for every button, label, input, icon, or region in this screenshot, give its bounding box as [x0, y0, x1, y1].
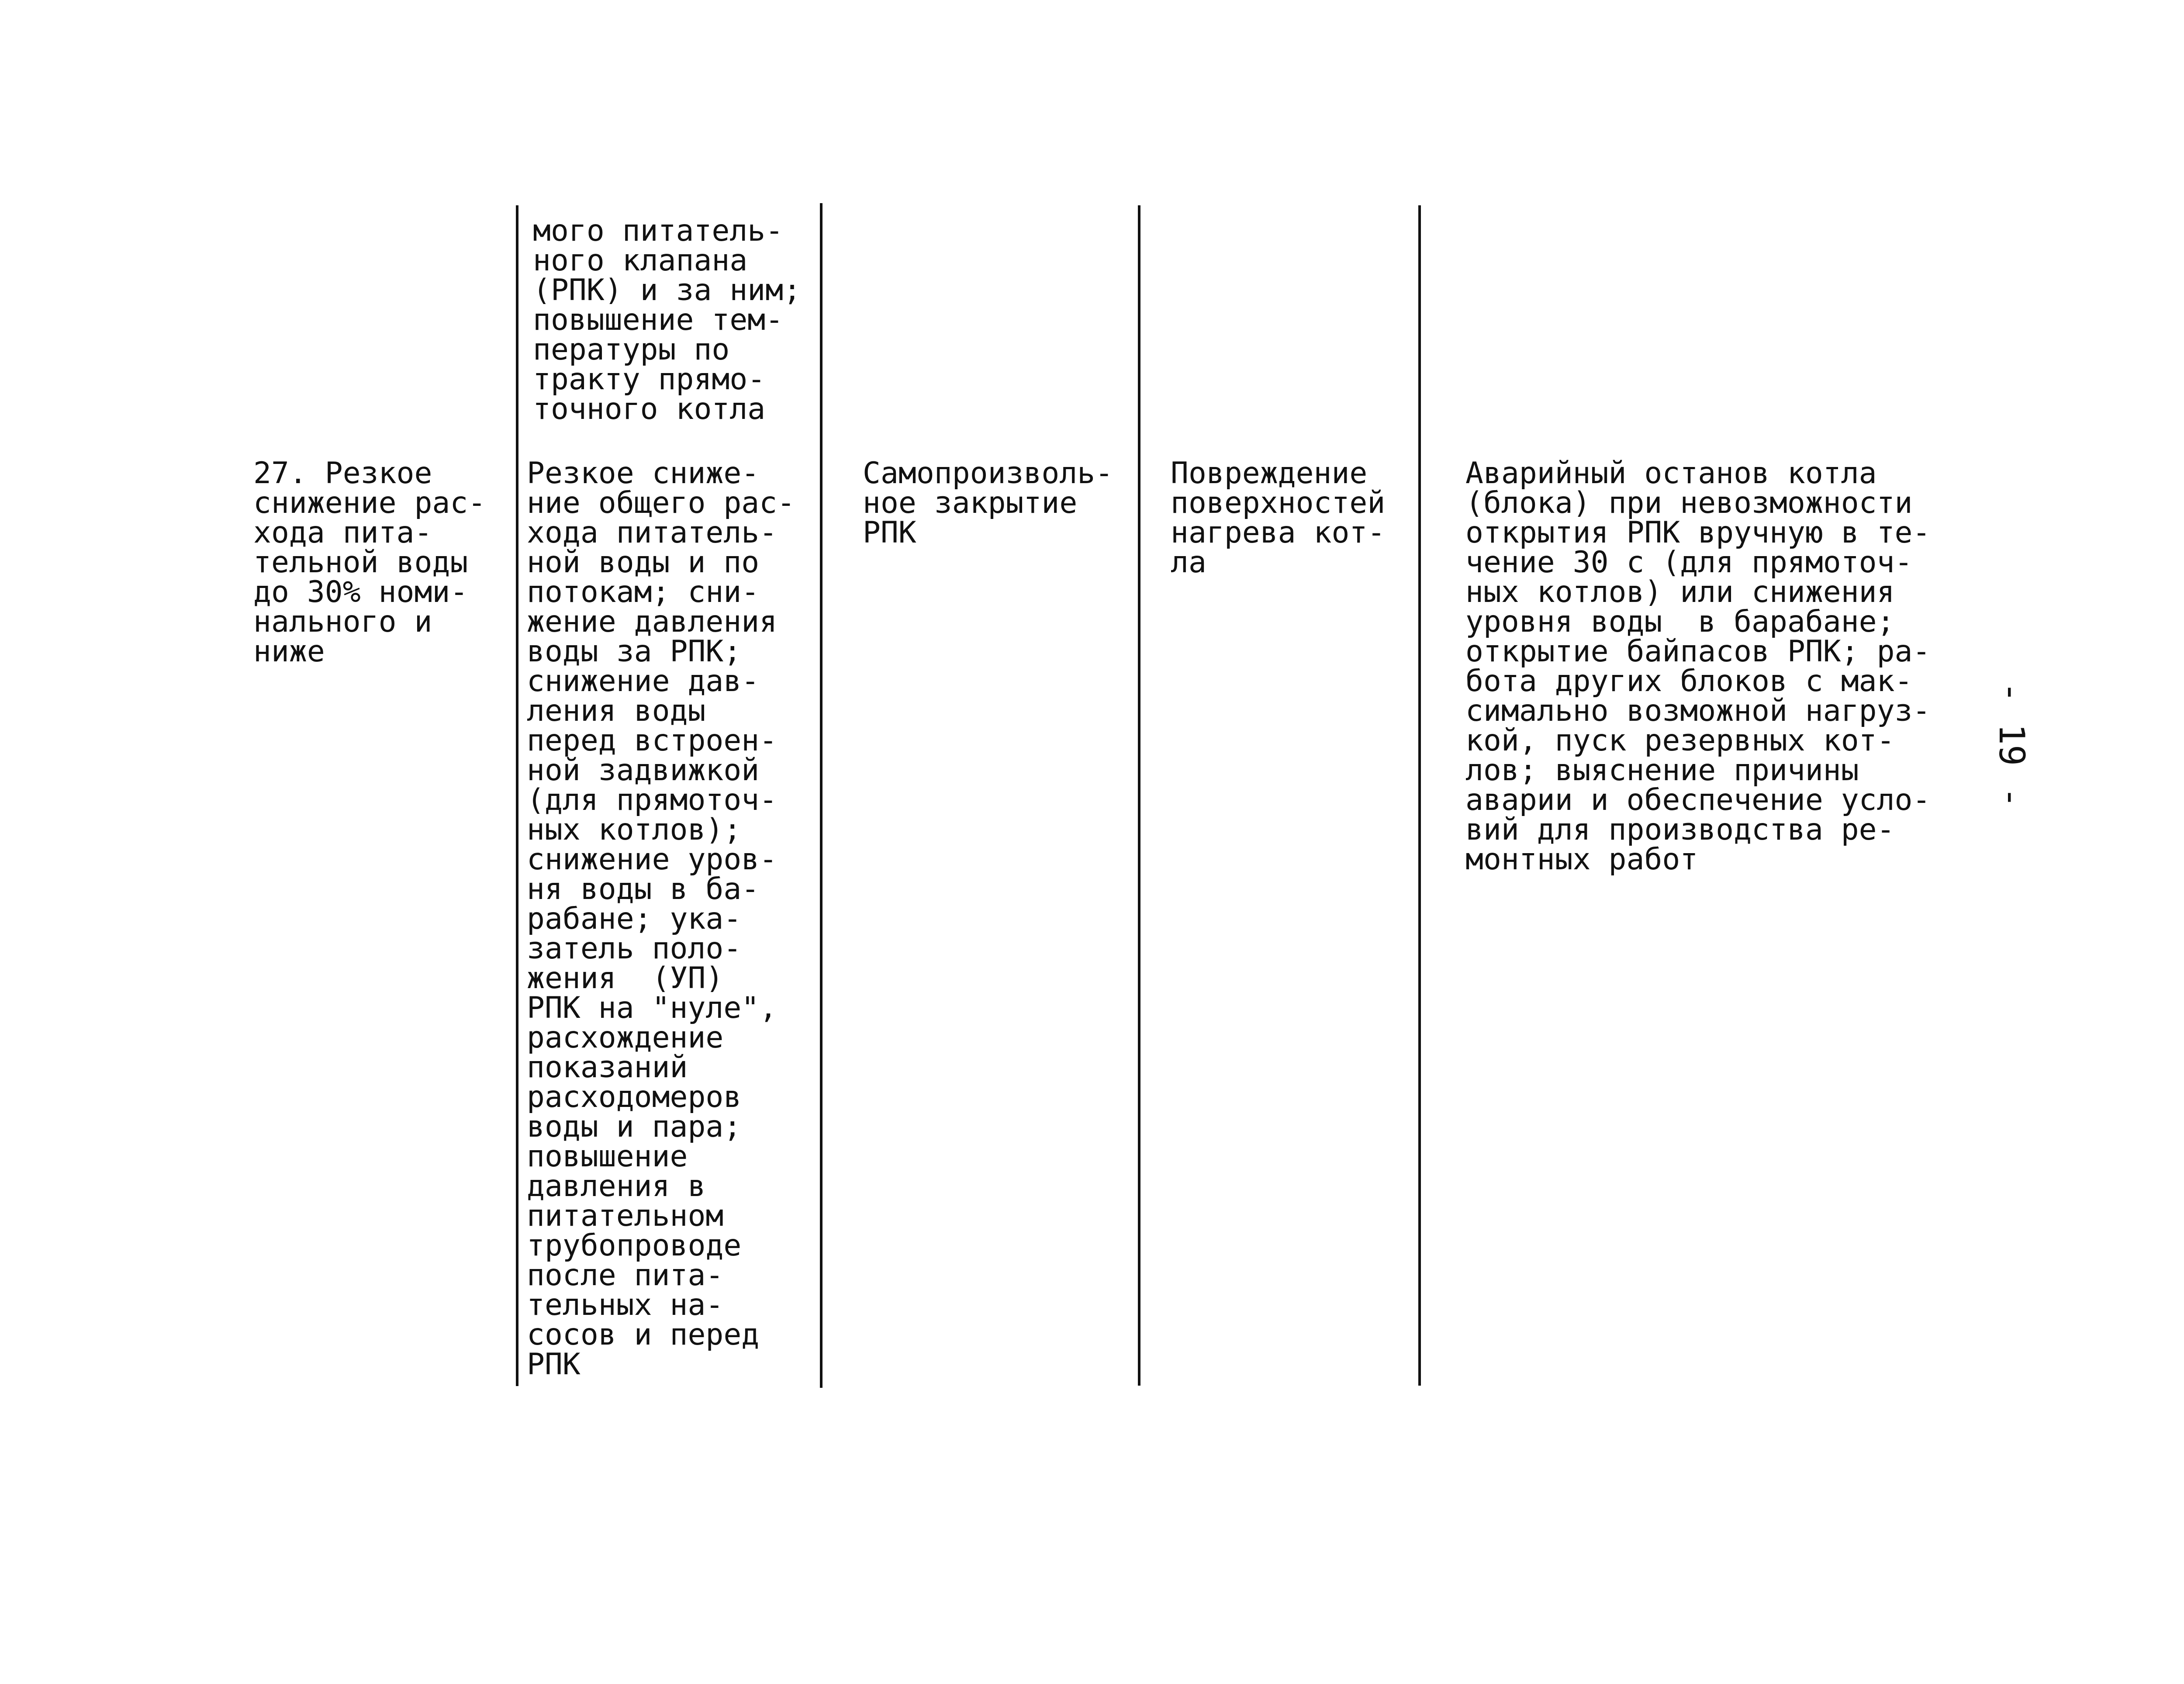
text-line: открытие байпасов РПК; ра- — [1465, 634, 1931, 669]
text-line: ние общего рас- — [527, 486, 795, 520]
text-line: жение давления — [527, 605, 778, 639]
text-line: тельной воды — [253, 545, 468, 580]
text-line: воды и пара; — [527, 1110, 742, 1144]
text-line: ных котлов) или снижения — [1465, 575, 1895, 609]
row-27-cause — [863, 456, 1113, 550]
text-line: РПК — [863, 515, 916, 550]
text-line: расходомеров — [527, 1080, 742, 1114]
text-line: тельных на- — [527, 1288, 724, 1322]
column-rule-1 — [516, 205, 518, 1386]
text-line: монтных работ — [1465, 842, 1698, 877]
text-line: тракту прямо- — [533, 362, 766, 397]
page-number: - 19 - — [1991, 681, 2032, 808]
text-line: повышение тем- — [533, 303, 784, 337]
text-line: хода пита- — [253, 515, 432, 550]
continuation-symptoms — [533, 216, 801, 424]
row-27-event — [253, 456, 486, 669]
text-line: сосов и перед — [527, 1317, 760, 1352]
text-line: ное закрытие — [863, 486, 1078, 520]
text-line: потокам; сни- — [527, 575, 760, 609]
column-rule-4 — [1418, 205, 1421, 1386]
text-line: снижение дав- — [527, 664, 760, 698]
text-line: бота других блоков с мак- — [1465, 664, 1913, 698]
text-line: ня воды в ба- — [527, 872, 760, 906]
text-line: Аварийный останов котла — [1465, 456, 1877, 491]
text-line: мого питатель- — [533, 214, 784, 248]
text-line: расхождение — [527, 1020, 724, 1055]
row-27-consequence — [1171, 456, 1386, 580]
text-line: ной воды и по — [527, 545, 760, 580]
text-line: 27. Резкое — [253, 456, 432, 491]
text-line: симально возможной нагруз- — [1465, 694, 1931, 728]
text-line: рабане; ука- — [527, 902, 742, 936]
text-line: (РПК) и за ним; — [533, 273, 802, 308]
text-line: Самопроизволь- — [863, 456, 1113, 491]
text-line: уровня воды в барабане; — [1465, 605, 1895, 639]
text-line: ных котлов); — [527, 813, 742, 847]
text-line: ного клапана — [533, 243, 748, 278]
text-line: до 30% номи- — [253, 575, 468, 609]
text-line: хода питатель- — [527, 515, 778, 550]
text-line: питательном — [527, 1199, 724, 1233]
text-line: снижение уров- — [527, 842, 778, 877]
text-line: перед встроен- — [527, 723, 778, 758]
text-line: Повреждение — [1171, 456, 1368, 491]
text-line: давления в — [527, 1169, 706, 1203]
text-line: открытия РПК вручную в те- — [1465, 515, 1931, 550]
row-27-actions — [1465, 456, 1931, 877]
text-line: нального и — [253, 605, 432, 639]
text-line: ла — [1171, 545, 1206, 580]
column-rule-2 — [820, 203, 822, 1388]
text-line: (блока) при невозможности — [1465, 486, 1913, 520]
text-line: РПК на "нуле", — [527, 991, 778, 1025]
row-27-symptoms — [527, 456, 795, 1382]
text-line: аварии и обеспечение усло- — [1465, 783, 1931, 817]
text-line: (для прямоточ- — [527, 783, 778, 817]
column-rule-3 — [1138, 205, 1140, 1386]
text-line: нагрева кот- — [1171, 515, 1386, 550]
text-line: чение 30 с (для прямоточ- — [1465, 545, 1913, 580]
text-line: вий для производства ре- — [1465, 813, 1895, 847]
text-line: пературы по — [533, 332, 730, 367]
text-line: повышение — [527, 1139, 688, 1174]
text-line: поверхностей — [1171, 486, 1386, 520]
text-line: после пита- — [527, 1258, 724, 1293]
text-line: затель поло- — [527, 931, 742, 966]
text-line: ления воды — [527, 694, 706, 728]
text-line: трубопроводе — [527, 1228, 742, 1263]
text-line: показаний — [527, 1050, 688, 1085]
text-line: РПК — [527, 1347, 581, 1382]
text-line: лов; выяснение причины — [1465, 753, 1859, 788]
text-line: ниже — [253, 634, 325, 669]
text-line: воды за РПК; — [527, 634, 742, 669]
text-line: жения (УП) — [527, 961, 724, 996]
text-line: точного котла — [533, 392, 766, 426]
text-line: ной задвижкой — [527, 753, 760, 788]
text-line: Резкое сниже- — [527, 456, 760, 491]
text-line: снижение рас- — [253, 486, 486, 520]
text-line: кой, пуск резервных кот- — [1465, 723, 1895, 758]
